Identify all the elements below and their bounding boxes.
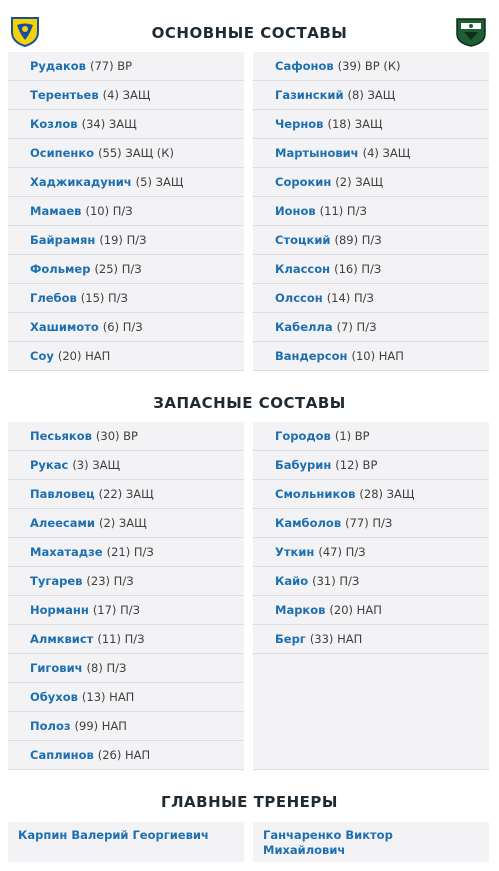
player-name[interactable]: Обухов <box>30 690 78 704</box>
player-name[interactable]: Павловец <box>30 487 95 501</box>
player-row[interactable] <box>8 110 244 139</box>
player-number-position: (8) П/З <box>86 661 127 675</box>
player-number-position: (1) ВР <box>334 429 370 443</box>
player-number-position: (4) ЗАЩ <box>362 146 411 160</box>
player-number-position: (77) П/З <box>345 516 393 530</box>
starting-lineups-title: ОСНОВНЫЕ СОСТАВЫ <box>151 24 348 42</box>
player-name[interactable]: Камболов <box>275 516 342 530</box>
home-subs-list <box>8 422 244 770</box>
player-number-position: (15) П/З <box>80 291 128 305</box>
player-name[interactable]: Ионов <box>275 204 316 218</box>
player-name[interactable]: Хаджикадунич <box>30 175 132 189</box>
player-number-position: (28) ЗАЩ <box>359 487 415 501</box>
player-number-position: (26) НАП <box>97 748 151 762</box>
player-name[interactable]: Сафонов <box>275 59 334 73</box>
player-name[interactable]: Марков <box>275 603 326 617</box>
player-row[interactable] <box>253 625 489 654</box>
player-row[interactable] <box>8 480 244 509</box>
player-number-position: (3) ЗАЩ <box>72 458 121 472</box>
player-number-position: (25) П/З <box>94 262 142 276</box>
away-coach[interactable] <box>253 822 489 862</box>
away-coach-name-line2: Михайлович <box>263 843 346 857</box>
player-row[interactable] <box>8 567 244 596</box>
player-number-position: (7) П/З <box>336 320 377 334</box>
player-name[interactable]: Бабурин <box>275 458 332 472</box>
away-coach-name-line1: Ганчаренко Виктор <box>263 828 393 842</box>
player-row[interactable] <box>8 255 244 284</box>
player-number-position: (5) ЗАЩ <box>135 175 184 189</box>
player-name[interactable]: Мартынович <box>275 146 359 160</box>
player-number-position: (12) ВР <box>335 458 378 472</box>
player-name[interactable]: Стоцкий <box>275 233 331 247</box>
player-number-position: (2) ЗАЩ <box>98 516 147 530</box>
player-row[interactable] <box>253 284 489 313</box>
player-name[interactable]: Тугарев <box>30 574 83 588</box>
player-name[interactable]: Алмквист <box>30 632 94 646</box>
player-row[interactable] <box>253 422 489 451</box>
player-row[interactable] <box>253 255 489 284</box>
player-number-position: (22) ЗАЩ <box>98 487 154 501</box>
player-number-position: (4) ЗАЩ <box>102 88 151 102</box>
player-name[interactable]: Берг <box>275 632 306 646</box>
player-row[interactable] <box>8 654 244 683</box>
player-name[interactable]: Фольмер <box>30 262 91 276</box>
player-row[interactable] <box>8 342 244 371</box>
player-number-position: (13) НАП <box>81 690 135 704</box>
player-row[interactable] <box>8 139 244 168</box>
player-number-position: (30) ВР <box>95 429 138 443</box>
player-row[interactable] <box>253 538 489 567</box>
player-row[interactable] <box>253 451 489 480</box>
player-row[interactable] <box>253 168 489 197</box>
player-number-position: (11) П/З <box>319 204 367 218</box>
player-name[interactable]: Алеесами <box>30 516 95 530</box>
player-row[interactable] <box>253 226 489 255</box>
player-number-position: (33) НАП <box>309 632 363 646</box>
player-row[interactable] <box>253 197 489 226</box>
player-row[interactable] <box>8 625 244 654</box>
player-name[interactable]: Соу <box>30 349 54 363</box>
player-row[interactable] <box>8 284 244 313</box>
player-number-position: (10) НАП <box>351 349 404 363</box>
player-name[interactable]: Рукас <box>30 458 69 472</box>
player-number-position: (11) П/З <box>97 632 145 646</box>
player-row[interactable] <box>8 422 244 451</box>
player-row[interactable] <box>8 509 244 538</box>
player-name[interactable]: Уткин <box>275 545 315 559</box>
away-subs-list <box>253 422 489 770</box>
player-number-position: (8) ЗАЩ <box>347 88 396 102</box>
player-name[interactable]: Кабелла <box>275 320 333 334</box>
subs-lineups-title: ЗАПАСНЫЕ СОСТАВЫ <box>153 394 346 412</box>
player-name[interactable]: Мамаев <box>30 204 82 218</box>
player-number-position: (47) П/З <box>318 545 366 559</box>
player-name[interactable]: Козлов <box>30 117 78 131</box>
player-name[interactable]: Рудаков <box>30 59 86 73</box>
player-name[interactable]: Байрамян <box>30 233 96 247</box>
player-name[interactable]: Хашимото <box>30 320 99 334</box>
player-row[interactable] <box>253 342 489 371</box>
away-starting-list <box>253 52 489 371</box>
player-row[interactable] <box>8 52 244 81</box>
player-number-position: (31) П/З <box>312 574 360 588</box>
player-name[interactable]: Олссон <box>275 291 323 305</box>
player-number-position: (99) НАП <box>74 719 127 733</box>
player-row[interactable] <box>8 712 244 741</box>
player-name[interactable]: Саплинов <box>30 748 94 762</box>
player-row[interactable] <box>8 197 244 226</box>
player-number-position: (19) П/З <box>99 233 147 247</box>
player-number-position: (2) ЗАЩ <box>335 175 384 189</box>
player-number-position: (55) ЗАЩ (К) <box>98 146 174 160</box>
empty-filler <box>253 654 489 770</box>
player-number-position: (14) П/З <box>326 291 374 305</box>
player-number-position: (21) П/З <box>106 545 154 559</box>
player-number-position: (10) П/З <box>85 204 133 218</box>
player-name[interactable]: Махатадзе <box>30 545 103 559</box>
player-name[interactable]: Классон <box>275 262 331 276</box>
player-name[interactable]: Газинский <box>275 88 344 102</box>
player-row[interactable] <box>253 480 489 509</box>
player-name[interactable]: Гигович <box>30 661 83 675</box>
player-number-position: (18) ЗАЩ <box>327 117 383 131</box>
player-name[interactable]: Смольников <box>275 487 356 501</box>
player-number-position: (39) ВР (К) <box>337 59 401 73</box>
player-name[interactable]: Песьяков <box>30 429 92 443</box>
player-name[interactable]: Терентьев <box>30 88 99 102</box>
home-coach[interactable] <box>8 822 244 862</box>
player-row[interactable] <box>8 81 244 110</box>
player-number-position: (17) П/З <box>92 603 140 617</box>
coaches-title: ГЛАВНЫЕ ТРЕНЕРЫ <box>161 793 338 811</box>
player-row[interactable] <box>253 81 489 110</box>
player-number-position: (20) НАП <box>57 349 111 363</box>
player-name[interactable]: Сорокин <box>275 175 332 189</box>
player-row[interactable] <box>253 139 489 168</box>
home-starting-list <box>8 52 244 371</box>
player-row[interactable] <box>8 741 244 770</box>
player-row[interactable] <box>253 596 489 625</box>
player-row[interactable] <box>253 567 489 596</box>
player-row[interactable] <box>8 168 244 197</box>
player-row[interactable] <box>8 313 244 342</box>
player-row[interactable] <box>8 451 244 480</box>
player-number-position: (16) П/З <box>334 262 382 276</box>
player-name[interactable]: Кайо <box>275 574 309 588</box>
player-row[interactable] <box>253 313 489 342</box>
player-number-position: (6) П/З <box>102 320 143 334</box>
player-row[interactable] <box>253 110 489 139</box>
player-number-position: (34) ЗАЩ <box>81 117 137 131</box>
player-name[interactable]: Норманн <box>30 603 89 617</box>
player-row[interactable] <box>8 683 244 712</box>
home-coach-name: Карпин Валерий Георгиевич <box>18 828 209 842</box>
player-name[interactable]: Глебов <box>30 291 77 305</box>
player-name[interactable]: Полоз <box>30 719 71 733</box>
player-number-position: (20) НАП <box>329 603 382 617</box>
player-number-position: (89) П/З <box>334 233 382 247</box>
player-name[interactable]: Городов <box>275 429 331 443</box>
player-number-position: (23) П/З <box>86 574 134 588</box>
player-row[interactable] <box>8 596 244 625</box>
player-name[interactable]: Осипенко <box>30 146 95 160</box>
player-row[interactable] <box>253 509 489 538</box>
player-row[interactable] <box>253 52 489 81</box>
player-number-position: (77) ВР <box>89 59 133 73</box>
player-row[interactable] <box>8 538 244 567</box>
player-name[interactable]: Чернов <box>275 117 324 131</box>
player-name[interactable]: Вандерсон <box>275 349 348 363</box>
player-row[interactable] <box>8 226 244 255</box>
